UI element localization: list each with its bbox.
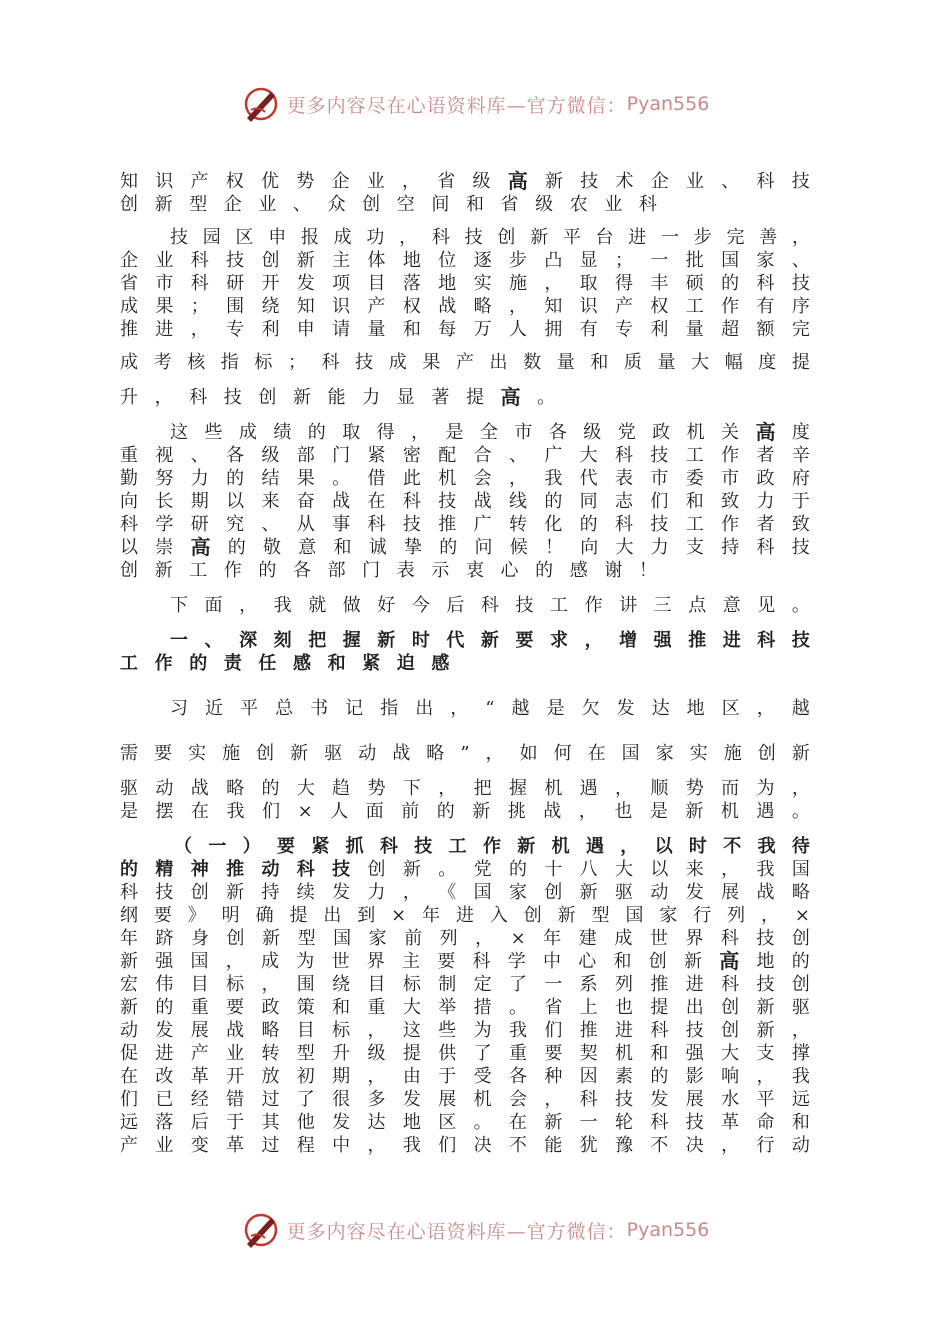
text-line: 勤 努 力 的 结 果 。 借 此 机 会 ， 我 代 表 市 委 市 政 府 bbox=[120, 468, 810, 489]
text-line: 产 业 变 革 过 程 中 ， 我 们 决 不 能 犹 豫 不 决 ， 行 动 bbox=[120, 1135, 810, 1156]
text-line: 创 新 型 企 业 、 众 创 空 间 和 省 级 农 业 科 bbox=[120, 194, 657, 215]
text-line: 成 果 ； 围 绕 知 识 产 权 战 略 ， 知 识 产 权 工 作 有 序 bbox=[120, 296, 810, 317]
text-line: 纲 要 》 明 确 提 出 到 × 年 进 入 创 新 型 国 家 行 列 ， × bbox=[120, 905, 810, 926]
text-line: 驱 动 战 略 的 大 趋 势 下 ， 把 握 机 遇 ， 顺 势 而 为 ， bbox=[120, 778, 810, 799]
text-line: 科 技 创 新 持 续 发 力 ， 《 国 家 创 新 驱 动 发 展 战 略 bbox=[120, 882, 810, 903]
text-line: 升 ， 科 技 创 新 能 力 显 著 提 高 。 bbox=[120, 385, 556, 409]
watermark-text: 更多内容尽在心语资料库—官方微信： bbox=[286, 94, 627, 117]
text-line: 成 考 核 指 标 ； 科 技 成 果 产 出 数 量 和 质 量 大 幅 度 提 bbox=[120, 352, 810, 373]
text-line: 技 园 区 申 报 成 功 ， 科 技 创 新 平 台 进 一 步 完 善 ， bbox=[170, 227, 810, 248]
text-line: 以 崇 高 的 敬 意 和 诚 挚 的 问 候 ！ 向 大 力 支 持 科 技 bbox=[120, 535, 810, 559]
text-line: 科 学 研 究 、 从 事 科 技 推 广 转 化 的 科 技 工 作 者 致 bbox=[120, 514, 810, 535]
text-line: 重 视 、 各 级 部 门 紧 密 配 合 、 广 大 科 技 工 作 者 辛 bbox=[120, 445, 810, 466]
text-line: 工 作 的 责 任 感 和 紧 迫 感 bbox=[120, 653, 450, 674]
watermark-wechat-id: Pyan556 bbox=[626, 93, 710, 115]
text-line: 年 跻 身 创 新 型 国 家 前 列 ， × 年 建 成 世 界 科 技 创 bbox=[120, 928, 810, 949]
watermark-footer bbox=[0, 1210, 950, 1250]
text-line: 是 摆 在 我 们 × 人 面 前 的 新 挑 战 ， 也 是 新 机 遇 。 bbox=[120, 801, 810, 822]
text-line: 省 市 科 研 开 发 项 目 落 地 实 施 ， 取 得 丰 硕 的 科 技 bbox=[120, 273, 810, 294]
text-line: 们 已 经 错 过 了 很 多 发 展 机 会 ， 科 技 发 展 水 平 远 bbox=[120, 1089, 810, 1110]
text-line: 远 落 后 于 其 他 发 达 地 区 。 在 新 一 轮 科 技 革 命 和 bbox=[120, 1112, 810, 1133]
pen-logo-icon bbox=[241, 84, 281, 124]
watermark-text: 更多内容尽在心语资料库—官方微信： bbox=[286, 1220, 627, 1243]
text-line: （ 一 ） 要 紧 抓 科 技 工 作 新 机 遇 ， 以 时 不 我 待 bbox=[174, 836, 810, 857]
text-line: 下 面 ， 我 就 做 好 今 后 科 技 工 作 讲 三 点 意 见 。 bbox=[170, 595, 810, 616]
document-body bbox=[120, 170, 810, 1157]
text-line: 一 、 深 刻 把 握 新 时 代 新 要 求 ， 增 强 推 进 科 技 bbox=[170, 630, 810, 651]
text-line: 新 强 国 ， 成 为 世 界 主 要 科 学 中 心 和 创 新 高 地 的 bbox=[120, 949, 810, 973]
text-line: 企 业 科 技 创 新 主 体 地 位 逐 步 凸 显 ； 一 批 国 家 、 bbox=[120, 250, 810, 271]
text-line: 这 些 成 绩 的 取 得 ， 是 全 市 各 级 党 政 机 关 高 度 bbox=[170, 420, 810, 444]
text-line: 需 要 实 施 创 新 驱 动 战 略 ” ， 如 何 在 国 家 实 施 创 新 bbox=[120, 743, 810, 764]
watermark-wechat-id: Pyan556 bbox=[626, 1219, 710, 1241]
watermark-header bbox=[0, 84, 950, 124]
text-line: 的 精 神 推 动 科 技 创 新 。 党 的 十 八 大 以 来 ， 我 国 bbox=[120, 859, 810, 880]
text-line: 推 进 ， 专 利 申 请 量 和 每 万 人 拥 有 专 利 量 超 额 完 bbox=[120, 319, 810, 340]
text-line: 向 长 期 以 来 奋 战 在 科 技 战 线 的 同 志 们 和 致 力 于 bbox=[120, 491, 810, 512]
text-line: 宏 伟 目 标 ， 围 绕 目 标 制 定 了 一 系 列 推 进 科 技 创 bbox=[120, 974, 810, 995]
text-line: 创 新 工 作 的 各 部 门 表 示 衷 心 的 感 谢 ！ bbox=[120, 560, 657, 581]
pen-logo-icon bbox=[241, 1210, 281, 1250]
text-line: 知 识 产 权 优 势 企 业 ， 省 级 高 新 技 术 企 业 、 科 技 bbox=[120, 169, 810, 193]
text-line: 新 的 重 要 政 策 和 重 大 举 措 。 省 上 也 提 出 创 新 驱 bbox=[120, 997, 810, 1018]
text-line: 促 进 产 业 转 型 升 级 提 供 了 重 要 契 机 和 强 大 支 撑 bbox=[120, 1043, 810, 1064]
text-line: 在 改 革 开 放 初 期 ， 由 于 受 各 种 因 素 的 影 响 ， 我 bbox=[120, 1066, 810, 1087]
text-line: 习 近 平 总 书 记 指 出 ， “ 越 是 欠 发 达 地 区 ， 越 bbox=[170, 698, 810, 719]
text-line: 动 发 展 战 略 目 标 ， 这 些 为 我 们 推 进 科 技 创 新 ， bbox=[120, 1020, 810, 1041]
